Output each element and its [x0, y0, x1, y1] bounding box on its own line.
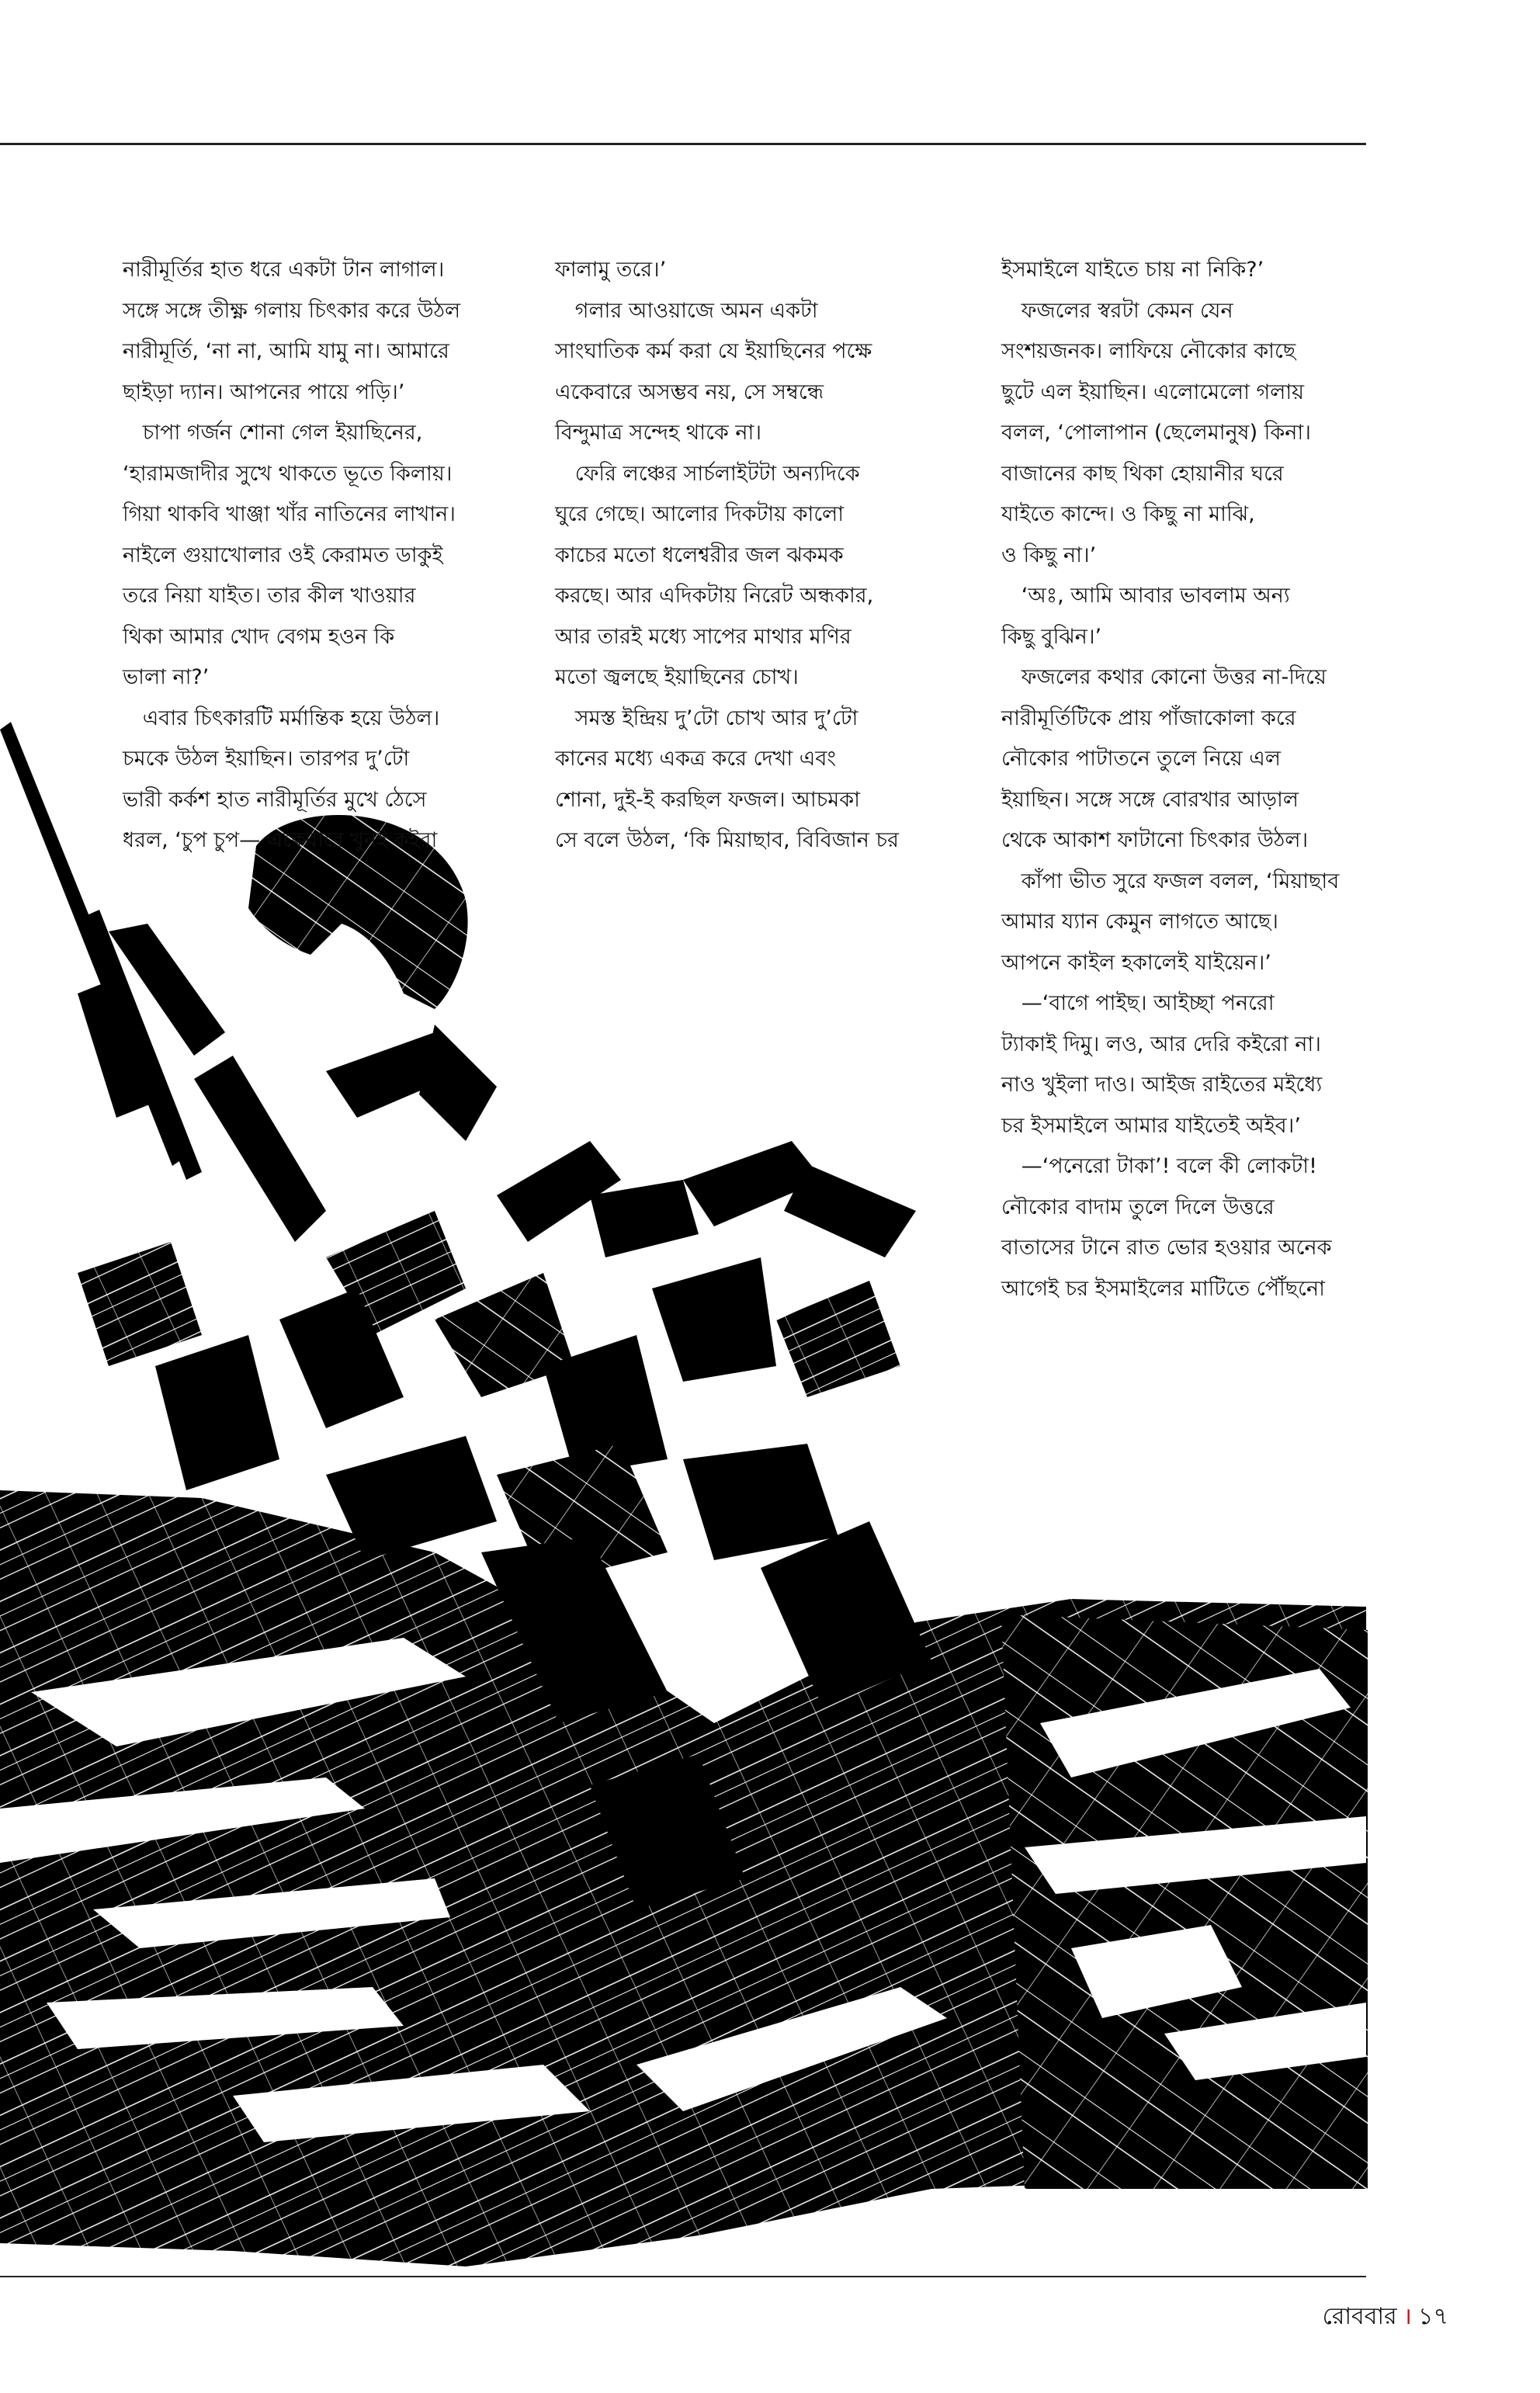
text-line: ঘুরে গেছে। আলোর দিকটায় কালো: [555, 502, 845, 526]
text-line: এবার চিৎকারটি মর্মান্তিক হয়ে উঠল।: [123, 706, 440, 730]
text-line: ‘অঃ, আমি আবার ভাবলাম অন্য: [1001, 584, 1290, 608]
text-line: চর ইসমাইলে আমার যাইতেই অইব।’: [1001, 1113, 1301, 1138]
article-column-1: [123, 250, 460, 862]
text-line: আমার য্যান কেমুন লাগতে আছে।: [1001, 910, 1278, 934]
text-line: বাজানের কাছ থিকা হোয়ানীর ঘরে: [1001, 461, 1284, 486]
text-line: কিছু বুঝিন।’: [1001, 624, 1102, 649]
text-line: ভালা না?’: [123, 665, 210, 689]
text-line: কানের মধ্যে একত্র করে দেখা এবং: [555, 747, 836, 771]
text-line: কাঁপা ভীত সুরে ফজল বলল, ‘মিয়াছাব: [1001, 869, 1340, 893]
text-line: একেবারে অসম্ভব নয়, সে সম্বন্ধে: [555, 380, 824, 404]
text-line: চমকে উঠল ইয়াছিন। তারপর দু’টো: [123, 747, 410, 771]
text-line: ফালামু তরে।’: [555, 258, 667, 282]
text-line: সমস্ত ইন্দ্রিয় দু’টো চোখ আর দু’টো: [555, 706, 858, 730]
text-line: ও কিছু না।’: [1001, 543, 1097, 567]
text-line: ট্যাকাই দিমু। লও, আর দেরি কইরো না।: [1001, 1032, 1321, 1056]
text-line: ইয়াছিন। সঙ্গে সঙ্গে বোরখার আড়াল: [1001, 787, 1299, 812]
text-line: সঙ্গে সঙ্গে তীক্ষ্ণ গলায় চিৎকার করে উঠল: [123, 298, 461, 323]
text-line: করছে। আর এদিকটায় নিরেট অন্ধকার,: [555, 584, 874, 608]
page-number: ১৭: [1418, 2303, 1448, 2330]
text-line: ইসমাইলে যাইতে চায় না নিকি?’: [1001, 258, 1264, 282]
text-line: ফেরি লঞ্চের সার্চলাইটটা অন্যদিকে: [555, 461, 860, 486]
text-line: আগেই চর ইসমাইলের মাটিতে পৌঁছনো: [1001, 1276, 1325, 1301]
article-column-3: [1001, 250, 1339, 1309]
magazine-name: রোববার: [1322, 2303, 1397, 2330]
text-line: বলল, ‘পোলাপান (ছেলেমানুষ) কিনা।: [1001, 421, 1311, 445]
text-line: থেকে আকাশ ফাটানো চিৎকার উঠল।: [1001, 828, 1309, 852]
text-line: গিয়া থাকবি খাঞ্জা খাঁর নাতিনের লাখান।: [123, 502, 456, 526]
footer-separator: ।: [1403, 2303, 1413, 2330]
text-line: বাতাসের টানে রাত ভোর হওয়ার অনেক: [1001, 1236, 1332, 1260]
text-line: সংশয়জনক। লাফিয়ে নৌকোর কাছে: [1001, 339, 1296, 363]
text-line: নারীমূর্তিটিকে প্রায় পাঁজাকোলা করে: [1001, 706, 1296, 730]
text-line: নাইলে গুয়াখোলার ওই কেরামত ডাকুই: [123, 543, 443, 567]
text-line: ছুটে এল ইয়াছিন। এলোমেলো গলায়: [1001, 380, 1305, 404]
text-line: সে বলে উঠল, ‘কি মিয়াছাব, বিবিজান চর: [555, 828, 899, 852]
text-line: নাও খুইলা দাও। আইজ রাইতের মইধ্যে: [1001, 1073, 1323, 1097]
text-line: মতো জ্বলছে ইয়াছিনের চোখ।: [555, 665, 799, 689]
text-line: নৌকোর পাটাতনে তুলে নিয়ে এল: [1001, 747, 1281, 771]
text-line: ধরল, ‘চুপ চুপ— একেবারে খুনই কইরা: [123, 828, 438, 852]
bottom-rule: [0, 2276, 1366, 2277]
page-footer: [1323, 2298, 1448, 2337]
text-line: যাইতে কান্দে। ও কিছু না মাঝি,: [1001, 502, 1255, 526]
text-line: গলার আওয়াজে অমন একটা: [555, 298, 818, 323]
text-line: আর তারই মধ্যে সাপের মাথার মণির: [555, 624, 852, 649]
text-line: ফজলের কথার কোনো উত্তর না-দিয়ে: [1001, 665, 1327, 689]
text-line: আপনে কাইল হকালেই যাইয়েন।’: [1001, 950, 1271, 975]
text-line: নারীমূর্তির হাত ধরে একটা টান লাগাল।: [123, 258, 445, 282]
text-line: ছাইড়া দ্যান। আপনের পায়ে পড়ি।’: [123, 380, 405, 404]
text-line: ‘হারামজাদীর সুখে থাকতে ভূতে কিলায়।: [123, 461, 453, 486]
text-line: চাপা গর্জন শোনা গেল ইয়াছিনের,: [123, 421, 423, 445]
text-line: শোনা, দুই-ই করছিল ফজল। আচমকা: [555, 787, 861, 812]
text-line: —‘পনেরো টাকা’! বলে কী লোকটা!: [1001, 1154, 1317, 1178]
text-line: তরে নিয়া যাইত। তার কীল খাওয়ার: [123, 584, 416, 608]
text-line: কাচের মতো ধলেশ্বরীর জল ঝকমক: [555, 543, 844, 567]
text-line: ফজলের স্বরটা কেমন যেন: [1001, 298, 1233, 323]
text-line: নারীমূর্তি, ‘না না, আমি যামু না। আমারে: [123, 339, 449, 363]
text-line: সাংঘাতিক কর্ম করা যে ইয়াছিনের পক্ষে: [555, 339, 872, 363]
text-line: ভারী কর্কশ হাত নারীমূর্তির মুখে ঠেসে: [123, 787, 427, 812]
text-line: বিন্দুমাত্র সন্দেহ থাকে না।: [555, 421, 762, 445]
text-line: নৌকোর বাদাম তুলে দিলে উত্তরে: [1001, 1195, 1275, 1219]
article-column-2: [555, 250, 899, 862]
text-line: —‘বাগে পাইছ। আইচ্ছা পনরো: [1001, 991, 1275, 1015]
text-line: থিকা আমার খোদ বেগম হওন কি: [123, 624, 395, 649]
